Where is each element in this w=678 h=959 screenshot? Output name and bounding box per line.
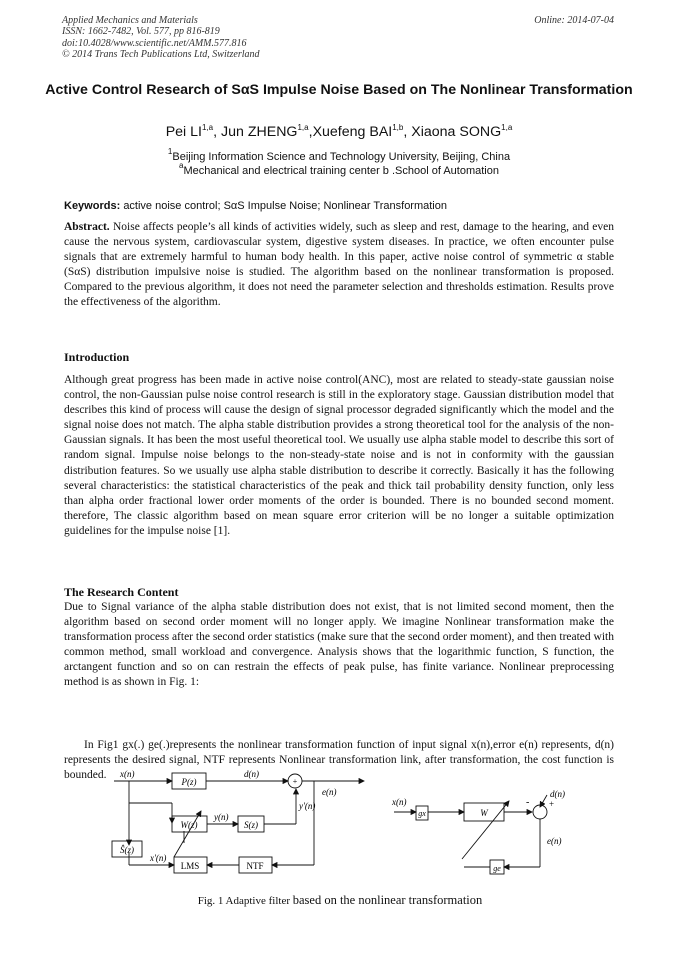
figure-caption-rest: based on the nonlinear transformation (292, 893, 483, 907)
diagram-label: W(z) (180, 820, 198, 830)
journal-name: Applied Mechanics and Materials (62, 15, 198, 26)
author-name: Xuefeng BAI (312, 124, 393, 140)
author-sup: 1,a (201, 123, 214, 132)
keywords (64, 199, 616, 213)
diagram-label: + (549, 799, 555, 809)
issn-line: ISSN: 1662-7482, Vol. 577, pp 816-819 (62, 26, 220, 38)
copyright-line: © 2014 Trans Tech Publications Ltd, Switzerland (62, 49, 260, 61)
diagram-label: x'(n) (150, 853, 167, 863)
figure-description-text: In Fig1 gx(.) ge(.)represents the nonlinear transformation function of input signal x(n),error e(n) represents, d(n) represents the desired signal, NTF represents Nonlinear transformation link, after transformation, the cost function is bounded. (64, 739, 614, 782)
research-text: Due to Signal variance of the alpha stable distribution does not exist, that is not limited second moment, then the algorithm based on second order moment will no longer apply. We imagine Nonlinear transformation make the transformation process after the second order statistics (make sure that the second order moment), and then treated with common method, small workload and convergence. Analysis shows that the logarithmic function, S function, the arctangent function and so on can restrain the effects of peak pulse, has finite variance. Nonlinear preprocessing method is as shown in Fig. 1: (64, 601, 614, 689)
diagram-label: NTF (246, 861, 264, 871)
introduction-text: Although great progress has been made in active noise control(ANC), most are related to steady-state gaussian noise control, the non-Gaussian pulse noise control research is still in the exploratory stage. Gaussian distribution model that describes this kind of process will cause the design of signal processor degraded significantly which the model and the signal noise does not match. The alpha stable distribution provides a strong theoretical tool for the analysis of the non-Gaussian signals. It has been the most useful theoretical tool. We usually use alpha stable model to describe this sort of random signal. Impulse noise belongs to the non-steady-state noise and is not in conformity with the gaussian distribution features. So we usually use alpha stable distribution to describe it correctly. Basically it has the following several characteristics: the statistical characteristics of the peak and thick tail probability density function, only less than alpha order fractional lower order moments of the order is bounded. There is no bounded second moment. therefore, The classic algorithm based on mean square error criterion will be no longer a suitable optimization guidelines for the impulse noise [1]. (64, 374, 614, 537)
affiliation-text: Beijing Information Science and Technology University, Beijing, China (172, 151, 511, 163)
author-sep: , (213, 124, 221, 140)
figure-1-diagram (64, 765, 616, 895)
figure-caption-prefix: Fig. 1 Adaptive filter (197, 895, 293, 907)
diagram-label: - (526, 797, 530, 808)
author-name: Jun ZHENG (221, 124, 298, 140)
section-heading-introduction: Introduction (64, 350, 130, 364)
author-sep: , (403, 124, 412, 140)
author-sup: 1,a (501, 123, 513, 132)
diagram-label: P(z) (181, 777, 197, 787)
abstract-text: Noise affects people’s all kinds of activities widely, such as sleep and rest, damage to the hearing, and even cause the nervous system, cardiovascular system, digestive system diseases. In practice, we often encounter pulse signals that are extremely harmful to human body health. In this paper, active noise control of symmetric α stable (SαS) distribution impulsive noise is studied. The algorithm based on the nonlinear transformation is proposed. Compared to the previous algorithm, it does not need the parameter selection and thresholds estimation. Results prove the effectiveness of the algorithm. (64, 221, 615, 309)
diagram-label: S(z) (244, 820, 258, 830)
diagram-label: y(n) (214, 812, 229, 822)
affiliation-sup: 1 (167, 147, 173, 156)
diagram-label: ge (493, 864, 501, 873)
author-name: Pei LI (165, 124, 202, 140)
figure-caption (64, 893, 616, 908)
diagram-label: e(n) (322, 787, 337, 797)
affiliation-sup: a (179, 161, 184, 170)
affiliation-2 (40, 161, 638, 178)
author-sep: , (308, 124, 313, 140)
affiliation-1 (40, 147, 638, 164)
journal-header (62, 15, 382, 61)
diagram-label: d(n) (244, 769, 259, 779)
author-sup: 1,a (297, 123, 309, 132)
paper-title: Active Control Research of SαS Impulse Noise Based on The Nonlinear Transformation (45, 82, 633, 98)
doi-line[interactable]: doi:10.4028/www.scientific.net/AMM.577.816 (62, 37, 247, 49)
keywords-label: Keywords: (64, 200, 121, 212)
diagram-label: x(n) (392, 797, 407, 807)
diagram-label: W (480, 808, 488, 818)
keywords-text: active noise control; SαS Impulse Noise; Nonlinear Transformation (123, 200, 447, 212)
abstract (64, 220, 614, 311)
diagram-label: LMS (180, 861, 200, 871)
diagram-label: + (292, 777, 298, 786)
diagram-label: d(n) (550, 789, 565, 799)
diagram-label: Ŝ(z) (120, 845, 134, 855)
diagram-label: y'(n) (299, 801, 316, 811)
author-name: Xiaona SONG (411, 124, 502, 140)
diagram-label: x(n) (120, 769, 135, 779)
section-heading-research: The Research Content (64, 585, 179, 599)
affiliation-text: Mechanical and electrical training center b .School of Automation (183, 165, 499, 177)
online-date: Online: 2014-07-04 (534, 15, 614, 26)
author-sup: 1,b (392, 123, 404, 132)
abstract-label: Abstract. (64, 221, 110, 233)
diagram-label: gx (418, 809, 426, 818)
author-list (40, 123, 638, 141)
diagram-label: e(n) (547, 836, 562, 846)
